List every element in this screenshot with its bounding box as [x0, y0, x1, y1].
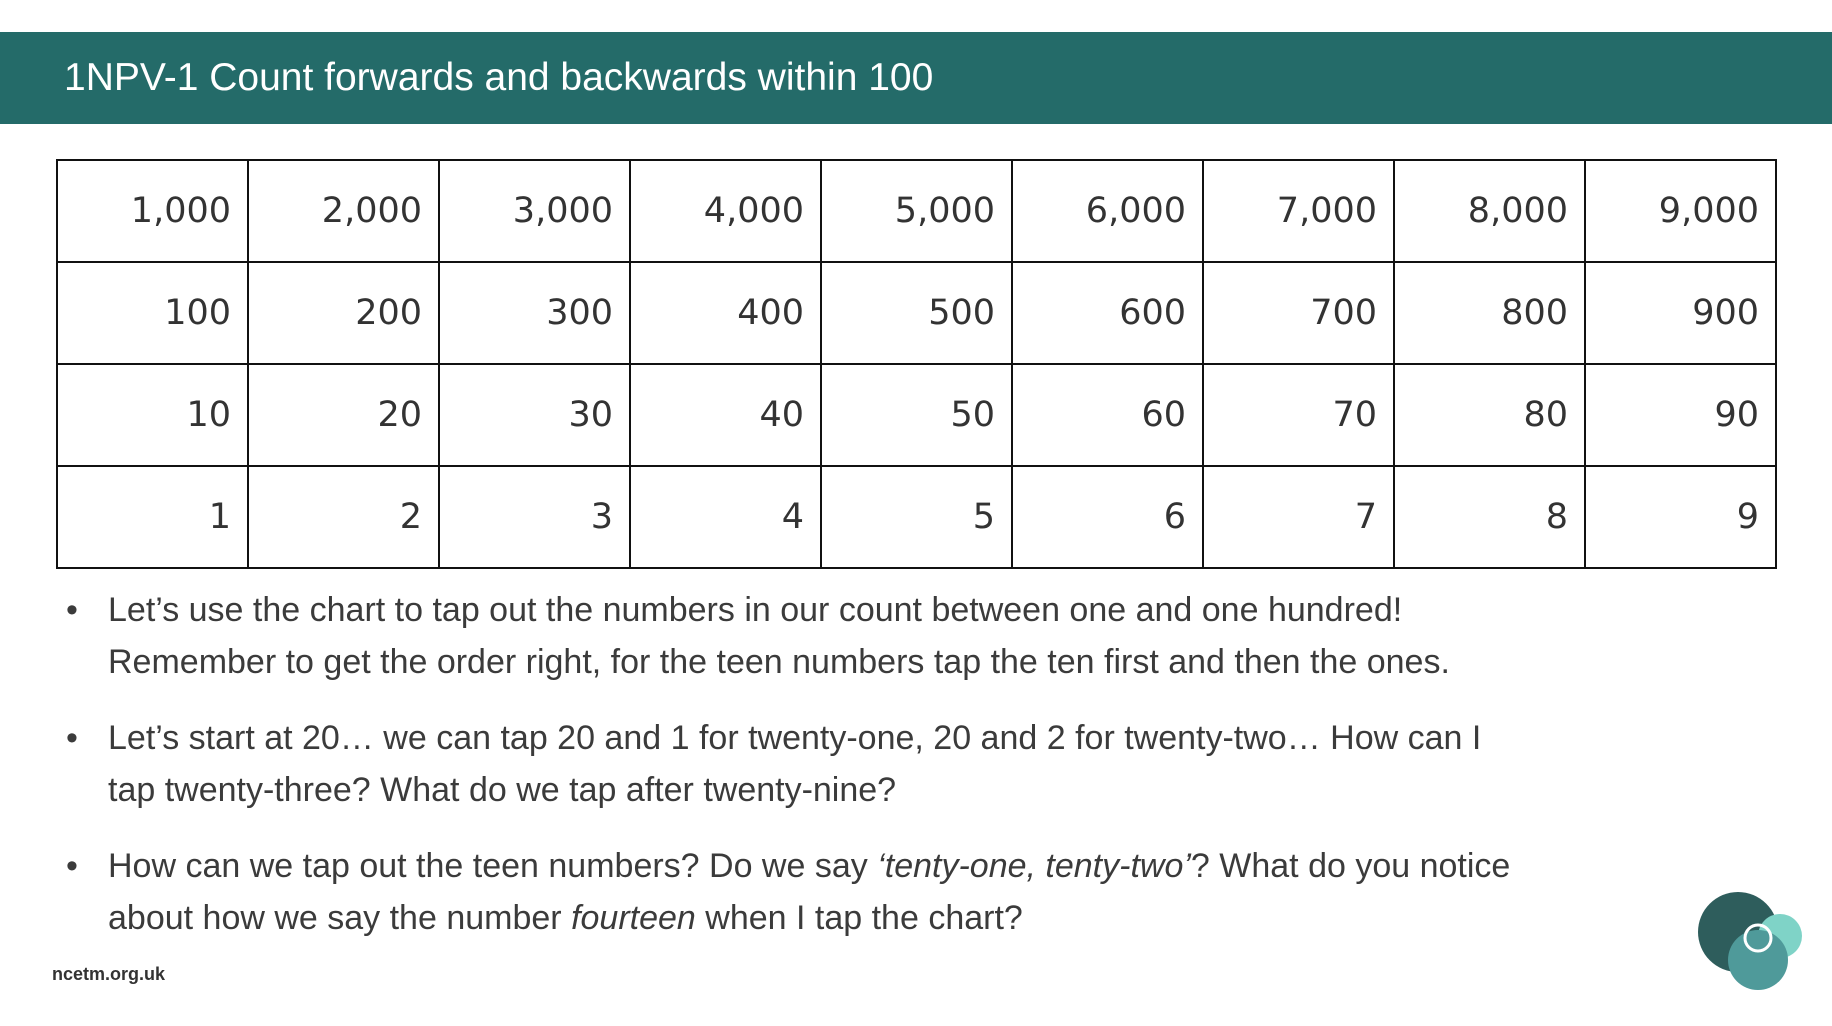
chart-cell[interactable]: 5,000	[821, 160, 1012, 262]
chart-cell[interactable]: 200	[248, 262, 439, 364]
chart-cell[interactable]: 600	[1012, 262, 1203, 364]
chart-cell[interactable]: 6,000	[1012, 160, 1203, 262]
bullet-list	[64, 584, 1624, 968]
chart-cell[interactable]: 1,000	[57, 160, 248, 262]
gattegno-chart	[56, 159, 1777, 569]
chart-cell[interactable]: 30	[439, 364, 630, 466]
chart-cell[interactable]: 2	[248, 466, 439, 568]
bullet-item	[64, 840, 1624, 944]
chart-cell[interactable]: 6	[1012, 466, 1203, 568]
chart-cell[interactable]: 7	[1203, 466, 1394, 568]
chart-cell[interactable]: 3	[439, 466, 630, 568]
bullet-item	[64, 584, 1624, 688]
chart-cell[interactable]: 700	[1203, 262, 1394, 364]
chart-cell[interactable]: 1	[57, 466, 248, 568]
chart-row	[57, 262, 1776, 364]
chart-cell[interactable]: 9,000	[1585, 160, 1776, 262]
bullet-text: How can we tap out the teen numbers? Do we say	[108, 847, 878, 885]
bullet-text: about how we say the number	[108, 899, 572, 937]
chart-row	[57, 160, 1776, 262]
chart-row	[57, 364, 1776, 466]
bullet-emphasis: ‘tenty-one, tenty-two’	[877, 847, 1191, 885]
chart-row	[57, 466, 1776, 568]
bullet-marker: •	[66, 591, 78, 629]
chart-cell[interactable]: 70	[1203, 364, 1394, 466]
chart-cell[interactable]: 500	[821, 262, 1012, 364]
bullet-text-line: tap twenty-three? What do we tap after twenty-nine?	[108, 771, 897, 809]
chart-cell[interactable]: 400	[630, 262, 821, 364]
chart-cell[interactable]: 100	[57, 262, 248, 364]
chart-cell[interactable]: 800	[1394, 262, 1585, 364]
chart-cell[interactable]: 90	[1585, 364, 1776, 466]
chart-cell[interactable]: 2,000	[248, 160, 439, 262]
bullet-text: ? What do you notice	[1190, 847, 1511, 885]
bullet-emphasis: fourteen	[571, 899, 696, 937]
chart-cell[interactable]: 4	[630, 466, 821, 568]
chart-cell[interactable]: 60	[1012, 364, 1203, 466]
bullet-marker: •	[66, 847, 78, 885]
chart-cell[interactable]: 4,000	[630, 160, 821, 262]
chart-cell[interactable]: 50	[821, 364, 1012, 466]
chart-cell[interactable]: 10	[57, 364, 248, 466]
chart-cell[interactable]: 80	[1394, 364, 1585, 466]
page-title: 1NPV-1 Count forwards and backwards within 100	[64, 56, 934, 99]
chart-cell[interactable]: 5	[821, 466, 1012, 568]
bullet-text-line: Let’s start at 20… we can tap 20 and 1 for twenty-one, 20 and 2 for twenty-two… How can I	[108, 719, 1482, 757]
footer-site: ncetm.org.uk	[52, 964, 166, 984]
chart-cell[interactable]: 900	[1585, 262, 1776, 364]
chart-cell[interactable]: 20	[248, 364, 439, 466]
chart-cell[interactable]: 9	[1585, 466, 1776, 568]
chart-cell[interactable]: 3,000	[439, 160, 630, 262]
title-bar	[0, 32, 1832, 124]
bullet-marker: •	[66, 719, 78, 757]
chart-cell[interactable]: 8,000	[1394, 160, 1585, 262]
bullet-item	[64, 712, 1624, 816]
chart-cell[interactable]: 8	[1394, 466, 1585, 568]
ncetm-logo-icon	[1696, 890, 1806, 1000]
chart-cell[interactable]: 7,000	[1203, 160, 1394, 262]
chart-cell[interactable]: 40	[630, 364, 821, 466]
bullet-text-line: Let’s use the chart to tap out the numbers in our count between one and one hundred!	[108, 591, 1403, 629]
logo-mid-circle	[1728, 930, 1788, 990]
bullet-text: when I tap the chart?	[695, 899, 1023, 937]
chart-cell[interactable]: 300	[439, 262, 630, 364]
bullet-text-line: Remember to get the order right, for the teen numbers tap the ten first and then the ones.	[108, 643, 1450, 681]
